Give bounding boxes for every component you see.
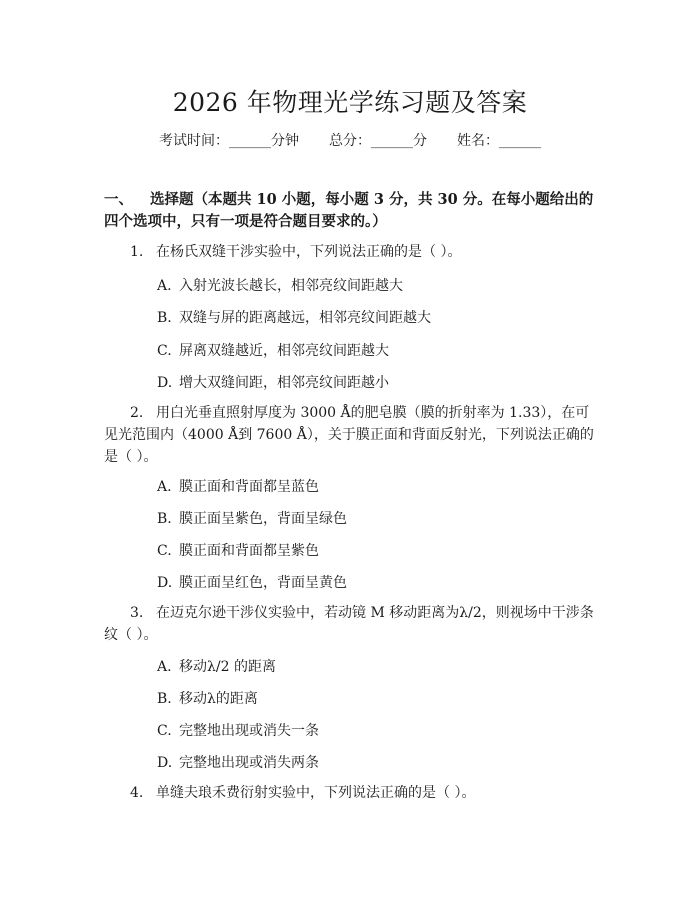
question-number: 3. — [130, 605, 144, 621]
question-3-option-a: A. 移动λ/2 的距离 — [157, 659, 276, 675]
total-score-field: 总分：______分 — [329, 133, 427, 149]
section-number: 一、 — [104, 191, 133, 208]
question-3 — [104, 602, 600, 646]
document-title: 2026 年物理光学练习题及答案 — [172, 88, 528, 117]
question-4 — [104, 782, 600, 804]
question-3-option-b: B. 移动λ的距离 — [157, 691, 258, 707]
exam-time-field: 考试时间：______分钟 — [159, 133, 299, 149]
question-number: 2. — [130, 405, 144, 421]
question-1-option-c: C. 屏离双缝越近，相邻亮纹间距越大 — [157, 343, 389, 359]
section-text: 选择题（本题共 10 小题，每小题 3 分，共 30 分。在每小题给出的四个选项中，只有一项是符合题目要求的。） — [104, 191, 594, 230]
section-heading — [104, 189, 604, 233]
question-text: 在杨氏双缝干涉实验中，下列说法正确的是（ ）。 — [156, 244, 462, 260]
question-2-option-a: A. 膜正面和背面都呈蓝色 — [157, 479, 319, 495]
question-1 — [104, 241, 600, 263]
question-text: 用白光垂直照射厚度为 3000 Å的肥皂膜（膜的折射率为 1.33），在可见光范围内（4000 Å到 7600 Å），关于膜正面和背面反射光，下列说法正确的是（ ）。 — [104, 405, 594, 465]
question-2-option-d: D. 膜正面呈红色，背面呈黄色 — [157, 575, 347, 591]
question-2-option-b: B. 膜正面呈紫色，背面呈绿色 — [157, 511, 347, 527]
question-number: 1. — [130, 244, 144, 260]
exam-info-line — [0, 130, 700, 150]
question-1-option-b: B. 双缝与屏的距离越远，相邻亮纹间距越大 — [157, 310, 431, 326]
name-field: 姓名：______ — [457, 133, 541, 149]
question-text: 在迈克尔逊干涉仪实验中，若动镜 M 移动距离为λ/2，则视场中干涉条纹（ ）。 — [104, 605, 594, 643]
question-2-option-c: C. 膜正面和背面都呈紫色 — [157, 543, 319, 559]
question-number: 4. — [130, 785, 144, 801]
question-1-option-a: A. 入射光波长越长，相邻亮纹间距越大 — [157, 278, 403, 294]
question-1-option-d: D. 增大双缝间距，相邻亮纹间距越小 — [157, 375, 389, 391]
question-2 — [104, 402, 600, 468]
question-3-option-d: D. 完整地出现或消失两条 — [157, 755, 319, 771]
question-text: 单缝夫琅禾费衍射实验中，下列说法正确的是（ ）。 — [156, 785, 476, 801]
question-3-option-c: C. 完整地出现或消失一条 — [157, 723, 319, 739]
